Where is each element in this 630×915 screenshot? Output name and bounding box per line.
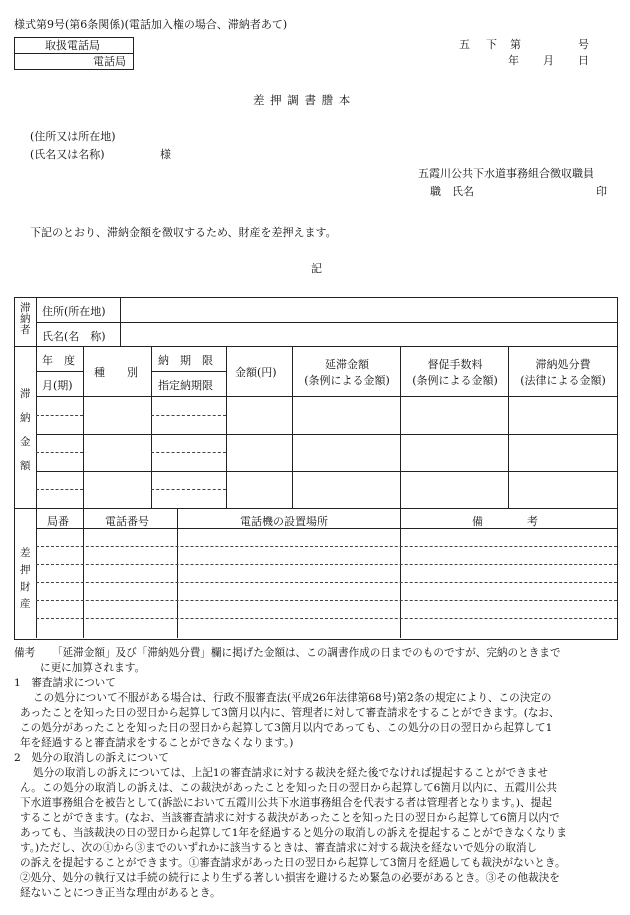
date-part: 月 [543,54,554,67]
col-due: 納 期 限 [158,354,213,367]
ki-mark: 記 [311,262,322,275]
section-1-heading: 1 審査請求について [14,677,116,689]
address-field-label: 住所(所在地) [42,305,106,318]
side-label-amount: 滞 納 金 額 [20,388,31,472]
section-1-line: この処分について不服がある場合は、行政不服審査法(平成26年法律第68号)第2条の規定により、この決定の [33,692,552,704]
honorific: 様 [160,148,171,161]
section-2-line: ②処分、処分の執行又は手続の続行により生ずる著しい損害を避けるため緊急の必要があるとき。③その他裁決を [20,872,560,884]
biko-text-1: 「延滞金額」及び「滞納処分費」欄に掲げた金額は、この調書作成の日までのものですが、完納のときまで [52,647,561,659]
col-location: 電話機の設置場所 [240,515,328,528]
col-type: 種 別 [94,366,138,379]
col-designated-due: 指定納期限 [158,379,213,392]
section-2-line: ん。この処分の取消しの訴えは、この裁決があったことを知った日の翌日から起算して6箇月以内に、五霞川公共 [20,782,557,794]
seal-mark: 印 [596,185,607,198]
office-box-label-2: 電話局 [93,55,126,68]
name-label: (氏名又は名称) [30,148,105,161]
biko-label: 備考 [14,647,36,659]
office-box-label-1: 取扱電話局 [45,39,100,52]
issuer-org: 五霞川公共下水道事務組合徴収職員 [418,167,594,180]
section-2-line: の訴えを提起することができます。①審査請求があった日の翌日から起算して3箇月を経過しても裁決がないとき。 [20,857,566,869]
address-label: (住所又は所在地) [30,130,116,143]
issuer-title-name: 職 氏名 [430,185,474,198]
ref-part: 五 [459,38,470,51]
seizure-table [14,297,618,640]
section-2-line: 経ないことにつき正当な理由があるとき。 [20,887,221,899]
col-exchange: 局番 [47,515,69,528]
name-field-label: 氏名(名 称) [42,330,106,343]
biko-text-2: に更に加算されます。 [40,662,146,674]
side-label-property: 差 押 財 産 [20,547,31,610]
col-month: 月(期) [42,379,73,392]
col-remarks: 備 考 [472,515,538,528]
col-reminder-fee: 督促手数料 (条例による金額) [412,358,498,387]
section-2-line: あっても、当該裁決の日の翌日から起算して1年を経過すると処分の取消しの訴えを提起することができなくなりま [20,827,567,839]
col-disposition-fee: 滞納処分費 (法律による金額) [520,358,606,387]
ref-part: 第 [510,38,521,51]
side-label-delinquent: 滞 納 者 [20,302,31,336]
date-part: 日 [578,54,589,67]
section-1-line: 年を経過すると審査請求をすることができなくなります。) [20,737,294,749]
ref-part: 号 [578,38,589,51]
office-box [14,37,134,70]
col-phone: 電話番号 [105,515,149,528]
section-2-line: 下水道事務組合を被告として(訴訟において五霞川公共下水道事務組合を代表する者は管理者となります。)、提起 [20,797,552,809]
col-late-fee: 延滞金額 (条例による金額) [304,358,390,387]
col-year: 年 度 [42,354,75,367]
form-label: 様式第9号(第6条関係)(電話加入権の場合、滞納者あて) [14,18,288,31]
section-1-line: あったことを知った日の翌日から起算して3箇月以内に、管理者に対して審査請求をすることができます。(なお、 [20,707,560,719]
intro-text: 下記のとおり、滞納金額を徴収するため、財産を差押えます。 [30,226,337,239]
date-part: 年 [508,54,519,67]
section-2-line: することができます。(なお、当該審査請求に対する裁決があったことを知った日の翌日から起算して6箇月以内で [20,812,560,824]
section-1-line: この処分があったことを知った日の翌日から起算して3箇月以内であっても、この処分の日の翌日から起算して1 [20,722,553,734]
section-2-line: す。)ただし、次の①から③までのいずれかに該当するときは、審査請求に対する裁決を経ないで処分の取消し [20,842,538,854]
section-2-line: 処分の取消しの訴えについては、上記1の審査請求に対する裁決を経た後でなければ提起することができませ [33,767,549,779]
document-title: 差 押 調 書 謄 本 [253,93,352,107]
col-amount: 金額(円) [235,366,277,379]
section-2-heading: 2 処分の取消しの訴えについて [14,752,169,764]
ref-part: 下 [486,38,497,51]
